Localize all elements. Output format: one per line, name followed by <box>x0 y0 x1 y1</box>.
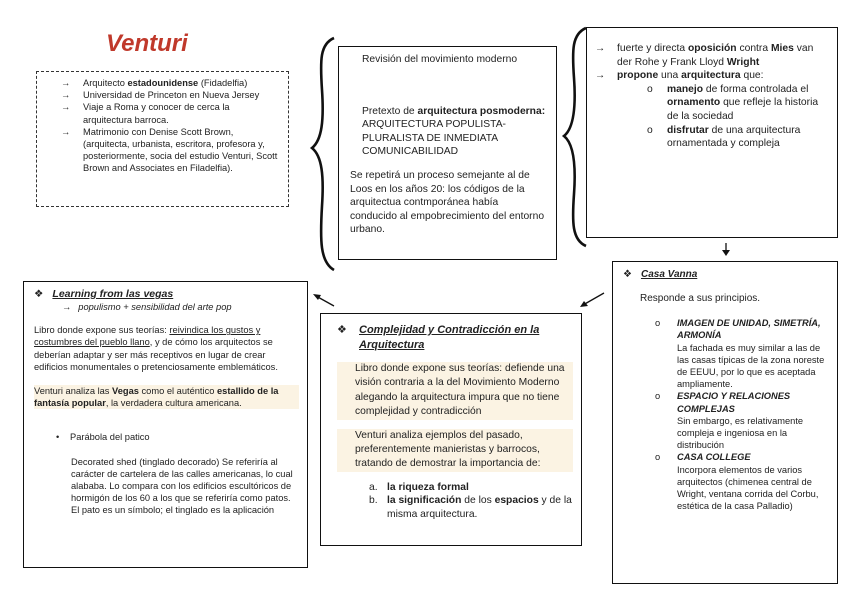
complejidad-item-b: b. la significación de los espacios y de la misma arquitectura. <box>369 495 572 521</box>
learning-p3: Decorated shed (tinglado decorado) Se referiría al carácter de cartelera de las calles americanas, lo cual alababa. Lo compara con los edificios escultóricos de hormigón de los 60 a los que se referiría como patos. <box>71 456 293 504</box>
revision-box <box>338 46 557 260</box>
bio-item: → Matrimonio con Denise Scott Brown, (arquitecta, urbanista, escritora, profesora y, posteriormente, socia del estudio Venturi, Scott Brown and Associates en Filadelfia). <box>61 126 278 174</box>
vanna-item: o IMAGEN DE UNIDAD, SIMETRÍA, ARMONÍA La fachada es muy similar a las de las casas típicas de la zona noreste de EEUU, por lo que es aceptada ampliamente. <box>655 318 825 390</box>
learning-bullet: • Parábola del patico <box>56 432 150 443</box>
opposition-box <box>586 27 838 238</box>
revision-pretext: Pretexto de arquitectura posmoderna: ARQUITECTURA POPULISTA-PLURALISTA DE INMEDIATA COMUNICABILIDAD <box>362 105 546 158</box>
complejidad-heading-row: ❖ Complejidad y Contradicción en la Arquitectura <box>337 324 540 351</box>
learning-heading-row: ❖ Learning from las vegas <box>34 288 174 300</box>
learning-heading: Learning from las vegas <box>52 288 174 300</box>
vanna-item: o CASA COLLEGE Incorpora elementos de varios arquitectos (chimenea central de Wright, ventana corrida del Corbu, estética de la casa Palladio) <box>655 452 819 512</box>
vanna-box <box>612 261 838 584</box>
vanna-heading: Casa Vanna <box>640 269 698 280</box>
learning-p1: Libro donde expone sus teorías: reivindica los gustos y costumbres del pueblo llano, y de cómo los arquitectos se deberían adaptar y ser más receptivos en lugar de crear edificios monumentales o pretenciosamente emblemáticos. <box>34 325 278 372</box>
revision-heading: Revisión del movimiento moderno <box>362 54 518 65</box>
vanna-intro: Responde a sus principios. <box>640 293 761 304</box>
bio-item: → Viaje a Roma y conocer de cerca la arquitectura barroca. <box>61 102 230 125</box>
bio-item: → Universidad de Princeton en Nueva Jersey <box>61 90 260 101</box>
complejidad-heading: Complejidad y Contradicción en la Arquitectura <box>359 324 540 351</box>
opposition-line-1: → fuerte y directa oposición contra Mies van der Rohe y Frank Lloyd Wright <box>595 43 814 68</box>
complejidad-p1: Libro donde expone sus teorías: defiende una visión contraria a la del Movimiento Moderno alegando la arquitectura impura que no tiene complejidad y contradicción <box>337 362 573 420</box>
arrow-to-learning-head <box>313 294 321 300</box>
bio-box <box>36 71 289 207</box>
vanna-item: o ESPACIO Y RELACIONES COMPLEJAS Sin embargo, es relativamente compleja e ingeniosa en la distribución <box>655 391 804 451</box>
arrow-to-vanna-head <box>722 250 730 256</box>
opposition-sub-2: o disfrutar de una arquitectura ornamentada y compleja <box>647 124 801 150</box>
learning-p4: El pato es un símbolo; el tinglado es la aplicación <box>71 505 275 516</box>
left-brace <box>312 38 334 270</box>
learning-box <box>23 281 308 568</box>
vanna-heading-row: ❖ Casa Vanna <box>623 269 698 280</box>
complejidad-item-a: a. la riqueza formal <box>369 481 469 493</box>
revision-paragraph: Se repetirá un proceso semejante al de Loos en los años 20: los códigos de la arquitectua contmporánea había conducido al empobrecimiento del entorno urbano. <box>350 169 545 236</box>
page-title: Venturi <box>106 30 188 57</box>
learning-p2: Venturi analiza las Vegas como el auténtico estallido de la fantasía popular, la verdadera cultura americana. <box>34 385 299 409</box>
arrow-to-complejidad-head <box>580 301 588 307</box>
opposition-line-2: → propone una arquitectura que: <box>595 70 764 82</box>
learning-sub: → populismo + sensibilidad del arte pop <box>62 302 232 312</box>
arrow-to-complejidad <box>583 293 604 305</box>
bio-item: → Arquitecto estadounidense (Fidadelfia) <box>61 78 248 88</box>
complejidad-box <box>320 313 582 546</box>
right-brace <box>564 28 586 246</box>
complejidad-p2: Venturi analiza ejemplos del pasado, preferentemente manieristas y barrocos, tratando de demostrar la importancia de: <box>337 429 573 472</box>
opposition-sub-1: o manejo de forma controlada el ornamento que refleje la historia de la sociedad <box>647 83 819 122</box>
